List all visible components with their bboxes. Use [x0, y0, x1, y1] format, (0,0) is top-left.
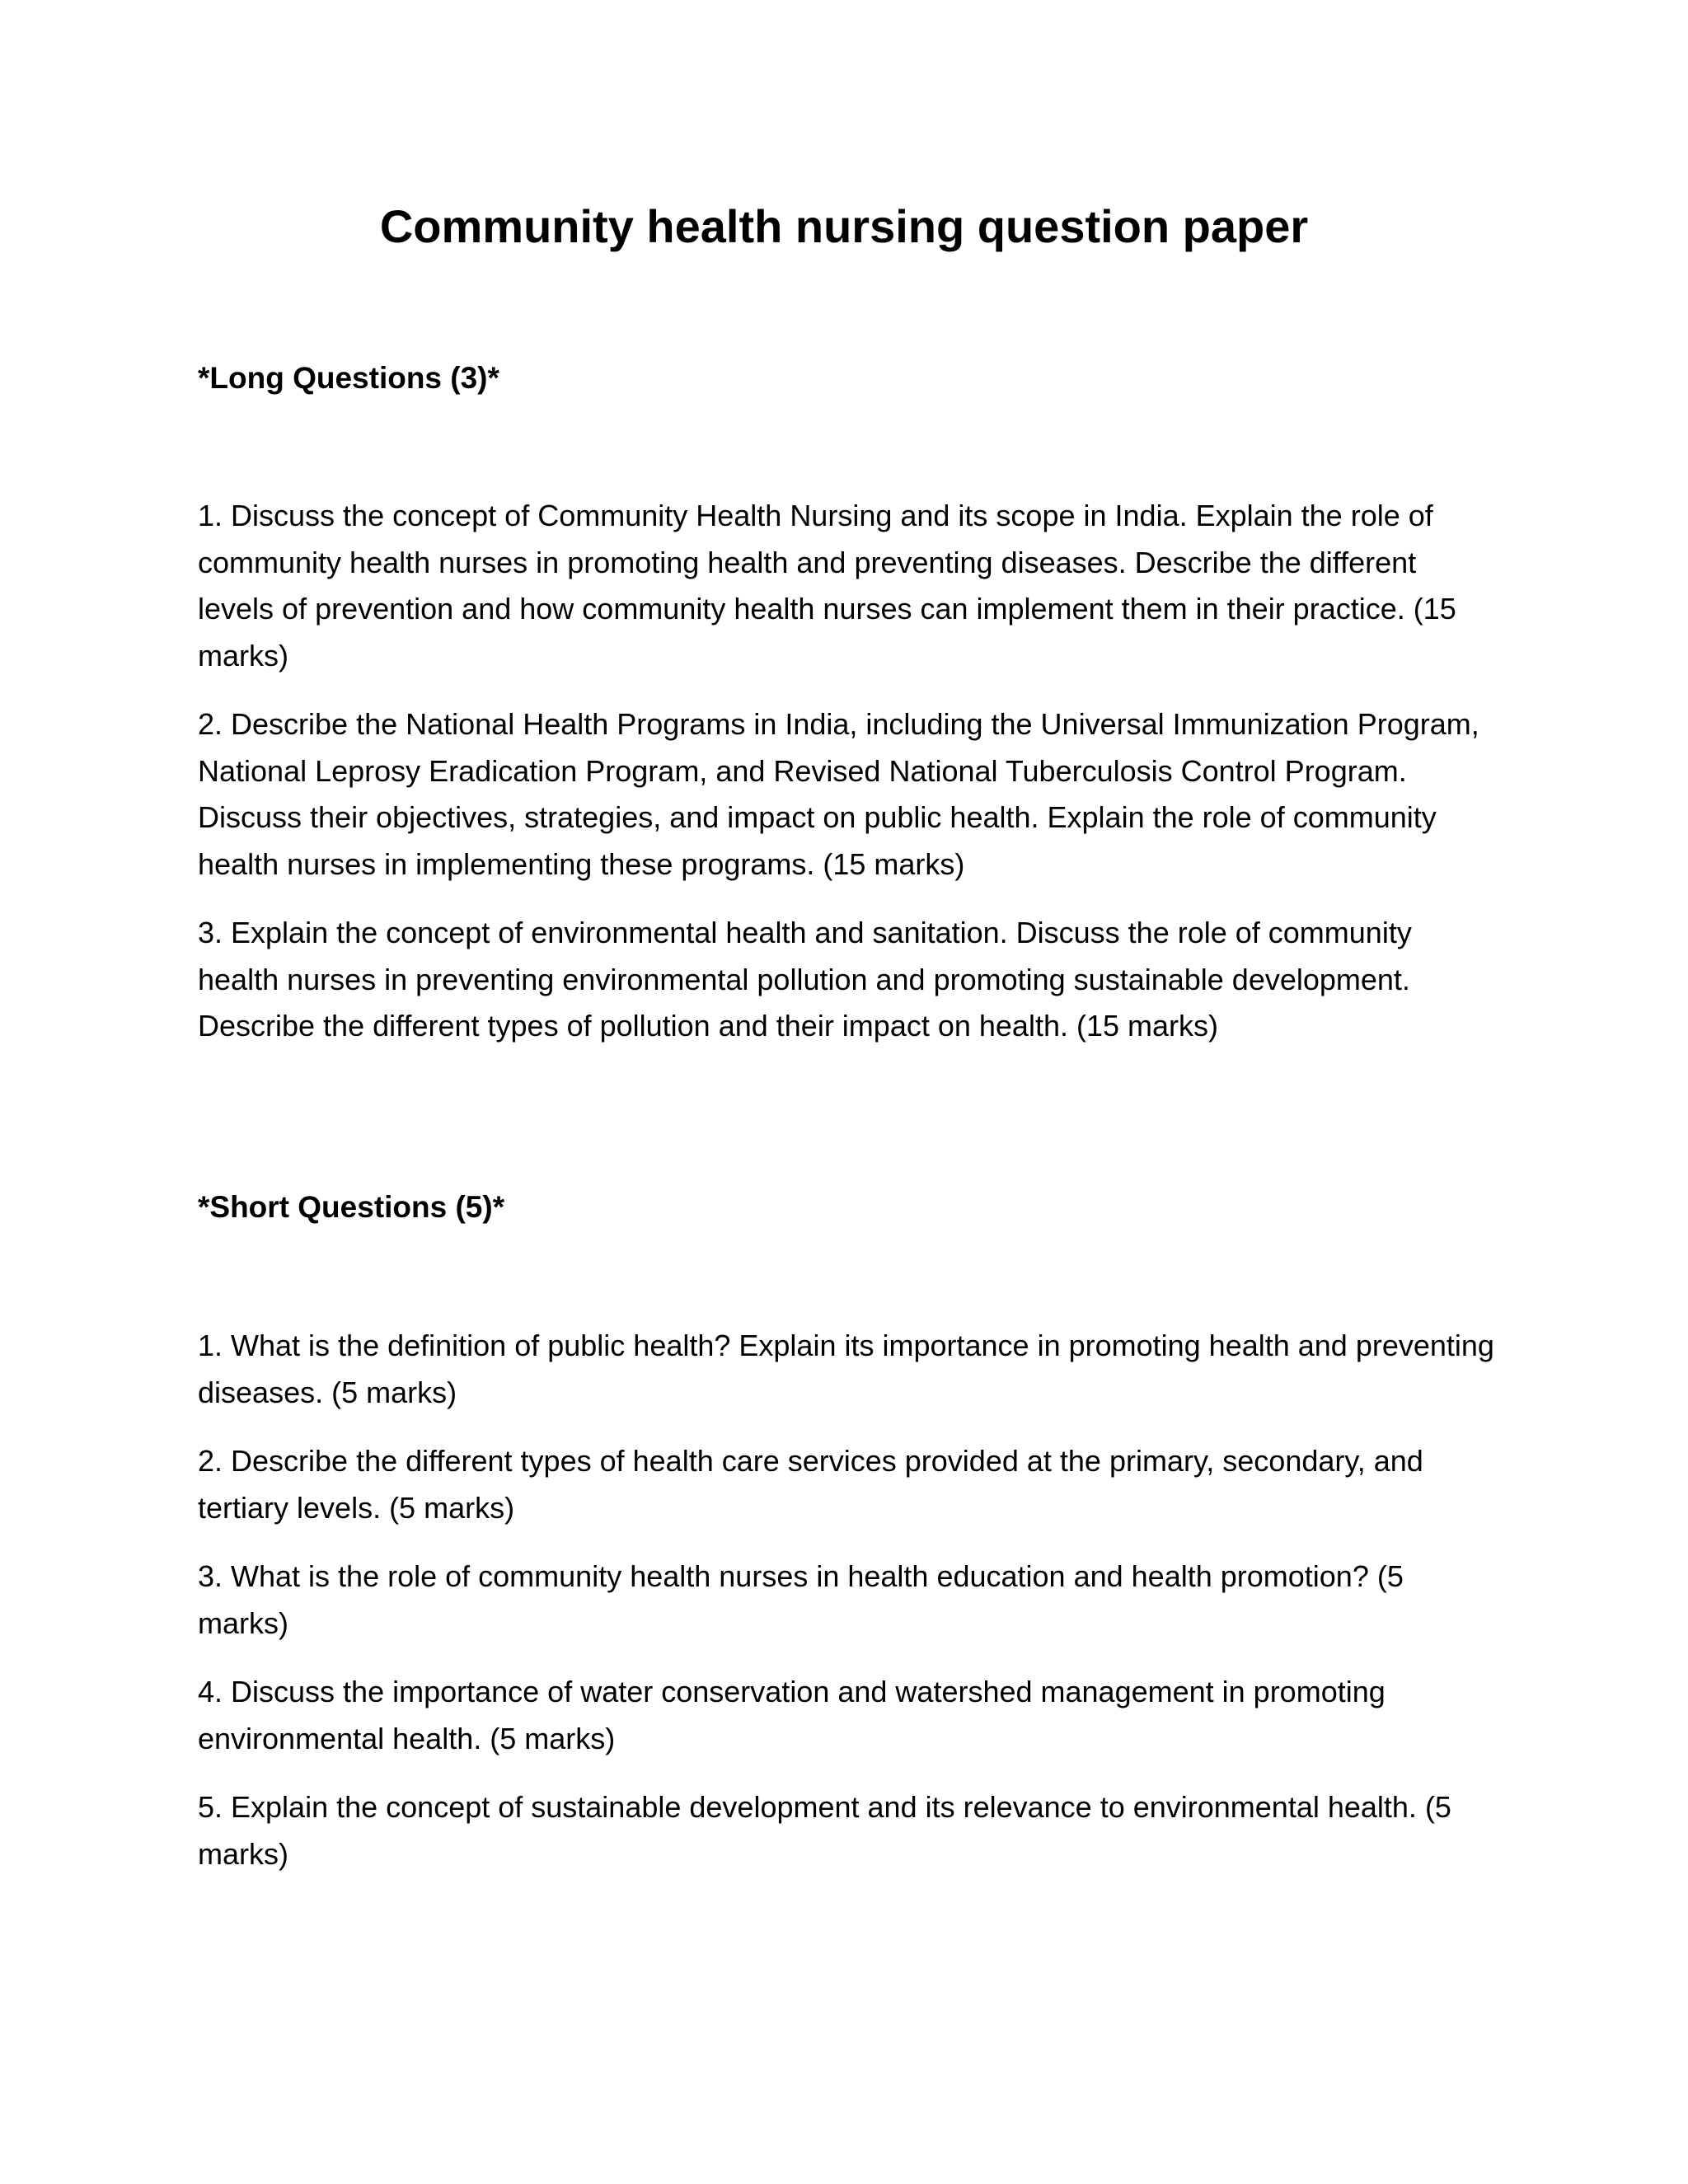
- short-questions-heading: *Short Questions (5)*: [198, 1190, 505, 1224]
- short-question-2: 2. Describe the different types of health care services provided at the primary, secondary, and tertiary levels. (5 marks): [198, 1444, 1423, 1525]
- long-question-1: 1. Discuss the concept of Community Health Nursing and its scope in India. Explain the role of community health nurses in promoting health and preventing diseases. Describe the different levels of prevention and how community health nurses can implement them in their practice. (15 marks): [198, 499, 1456, 673]
- document-title: Community health nursing question paper: [379, 200, 1309, 252]
- long-questions-list: [198, 493, 1500, 1072]
- short-question-4: 4. Discuss the importance of water conservation and watershed management in promoting environmental health. (5 marks): [198, 1675, 1386, 1755]
- short-question-1: 1. What is the definition of public health? Explain its importance in promoting health and preventing diseases. (5 marks): [198, 1329, 1494, 1409]
- short-question-3: 3. What is the role of community health nurses in health education and health promotion? (5 marks): [198, 1559, 1404, 1640]
- long-question-3: 3. Explain the concept of environmental health and sanitation. Discuss the role of community health nurses in preventing environmental pollution and promoting sustainable development. Describe the different types of pollution and their impact on health. (15 marks): [198, 916, 1412, 1043]
- long-questions-heading: *Long Questions (3)*: [198, 361, 499, 395]
- long-question-2: 2. Describe the National Health Programs in India, including the Universal Immunization Program, National Leprosy Eradication Program, and Revised National Tuberculosis Control Program. Discuss their objectives, strategies, and impact on public health. Explain the role of community health nurses in implementing these programs. (15 marks): [198, 707, 1479, 881]
- short-questions-list: [198, 1323, 1500, 1900]
- short-question-5: 5. Explain the concept of sustainable development and its relevance to environmental health. (5 marks): [198, 1790, 1451, 1871]
